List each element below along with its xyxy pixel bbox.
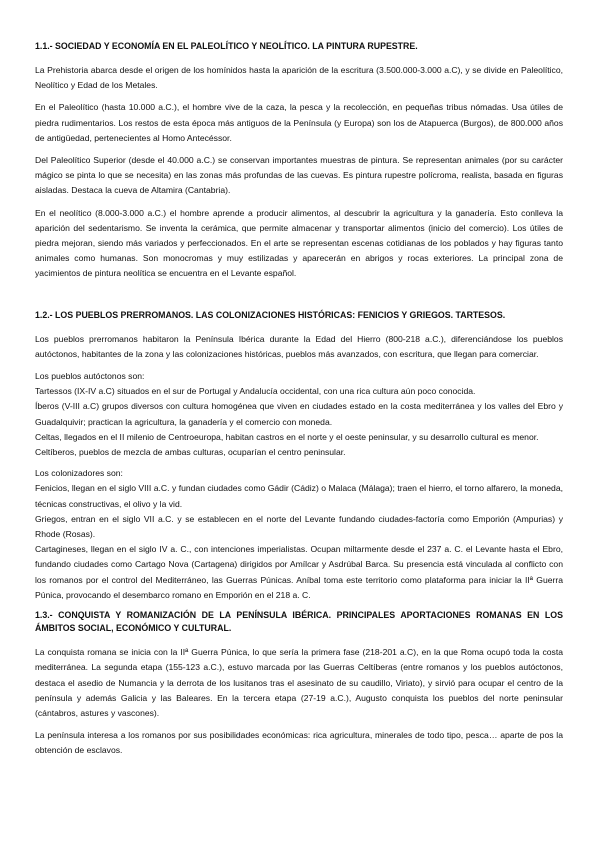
paragraph: En el neolítico (8.000-3.000 a.C.) el hombre aprende a producir alimentos, al descubrir la agricultura y la ganadería. Esto conlleva la aparición del sedentarismo. Se inventa la cerámica, que permite almacenar y transportar alimentos (inicio del comercio). Los útiles de piedra mejoran, siendo más variados y perfeccionados. En el arte se representan escenas cotidianas de los poblados y hay figuras tanto animales como humanas. Son monocromas y muy estilizadas y aparecerán en abrigos y rocas exteriores. La principal zona de yacimientos de pintura neolítica se encuentra en el Levante español. [35, 207, 563, 279]
natives-list [35, 369, 563, 460]
paragraph: En el Paleolítico (hasta 10.000 a.C.), el hombre vive de la caza, la pesca y la recolección, en pequeñas tribus nómadas. Usa útiles de piedra rudimentarios. Los restos de esta época más antiguos de la Península (y Europa) son los de Atapuerca (Burgos), de 800.000 años de antigüedad, pertenecientes al Homo Antecéssor. [35, 102, 563, 143]
section-heading-3: 1.3.- CONQUISTA Y ROMANIZACIÓN DE LA PENÍNSULA IBÉRICA. PRINCIPALES APORTACIONES ROMANAS EN LOS ÁMBITOS SOCIAL, ECONÓMICO Y CULTURAL. [35, 610, 563, 634]
list-item: Griegos, entran en el siglo VII a.C. y se establecen en el norte del Levante fundando ciudades-factoría como Emporión (Ampurias) y Rhode (Rosas). [35, 513, 563, 540]
list-item: Cartagineses, llegan en el siglo IV a. C., con intenciones imperialistas. Ocupan miltarmente desde el 237 a. C. el Levante hasta el Ebro, fundando ciudades como Cartago Nova (Cartagena) dirigidos por Amílcar y Asdrúbal Barca. Su presencia está vinculada al conflicto con los romanos por el control del Mediterráneo, las Guerras Púnicas. Aníbal toma este territorio como plataforma para iniciar la IIª Guerra Púnica, provocando el desembarco romano en Emporión en el 218 a. C. [35, 544, 563, 600]
paragraph: Del Paleolítico Superior (desde el 40.000 a.C.) se conservan importantes muestras de pintura. Se representan animales (por su carácter mágico se pinta lo que se necesita) en las zonas más profundas de las cuevas. Es pintura rupestre polícroma, realista, basada en figuras aisladas. Destaca la cueva de Altamira (Cantabria). [35, 155, 563, 196]
list-item: Celtíberos, pueblos de mezcla de ambas culturas, ocuparían el centro peninsular. [35, 447, 346, 458]
section-heading-2: 1.2.- LOS PUEBLOS PRERROMANOS. LAS COLONIZACIONES HISTÓRICAS: FENICIOS Y GRIEGOS. TARTESOS. [35, 309, 506, 320]
paragraph: La conquista romana se inicia con la IIª Guerra Púnica, lo que sería la primera fase (218-201 a.C), en la que Roma ocupó toda la costa mediterránea. La segunda etapa (155-123 a.C.), estuvo marcada por las Guerras Celtíberas (entre romanos y los pueblos autóctonos, destaca el asedio de Numancia y la derrota de los lusitanos tras el asesinato de su caudillo, Viriato), y sirvió para ocupar el centro de la península y además Galicia y las Baleares. En la tercera etapa (27-19 a.C.), Augusto conquista los pueblos del norte peninsular (cántabros, astures y vascones). [35, 647, 563, 718]
list-label: Los colonizadores son: [35, 468, 123, 479]
list-item: Tartessos (IX-IV a.C) situados en el sur de Portugal y Andalucía occidental, con una rica cultura aún poco conocida. [35, 386, 476, 397]
colonizers-list [35, 466, 563, 603]
paragraph: La Prehistoria abarca desde el origen de los homínidos hasta la aparición de la escritura (3.500.000-3.000 a.C), y se divide en Paleolítico, Neolítico y Edad de los Metales. [35, 65, 563, 91]
list-item: Fenicios, llegan en el siglo VIII a.C. y fundan ciudades como Gádir (Cádiz) o Malaca (Málaga); traen el hierro, el torno alfarero, la moneda, técnicas constructivas, el olivo y la vid. [35, 483, 563, 509]
list-item: Celtas, llegados en el II milenio de Centroeuropa, habitan castros en el norte y el oeste peninsular, y su desarrollo cultural es menor. [35, 431, 539, 442]
paragraph: Los pueblos prerromanos habitaron la Península Ibérica durante la Edad del Hierro (800-218 a.C.), diferenciándose los pueblos autóctonos, habitantes de la zona y las colonizaciones históricas, pueblos más avanzados, con escritura, que llegan para comerciar. [35, 333, 563, 359]
list-item: Íberos (V-III a.C) grupos diversos con cultura homogénea que viven en ciudades estado en la costa mediterránea y los valles del Ebro y Guadalquivir; practican la agricultura, la ganadería y el comercio con moneda. [35, 401, 563, 427]
document-page [35, 40, 563, 766]
section-heading-1: 1.1.- SOCIEDAD Y ECONOMÍA EN EL PALEOLÍTICO Y NEOLÍTICO. LA PINTURA RUPESTRE. [35, 41, 418, 51]
list-label: Los pueblos autóctonos son: [35, 371, 145, 382]
paragraph: La península interesa a los romanos por sus posibilidades económicas: rica agricultura, minerales de todo tipo, pesca… aparte de pos la obtención de esclavos. [35, 730, 563, 756]
